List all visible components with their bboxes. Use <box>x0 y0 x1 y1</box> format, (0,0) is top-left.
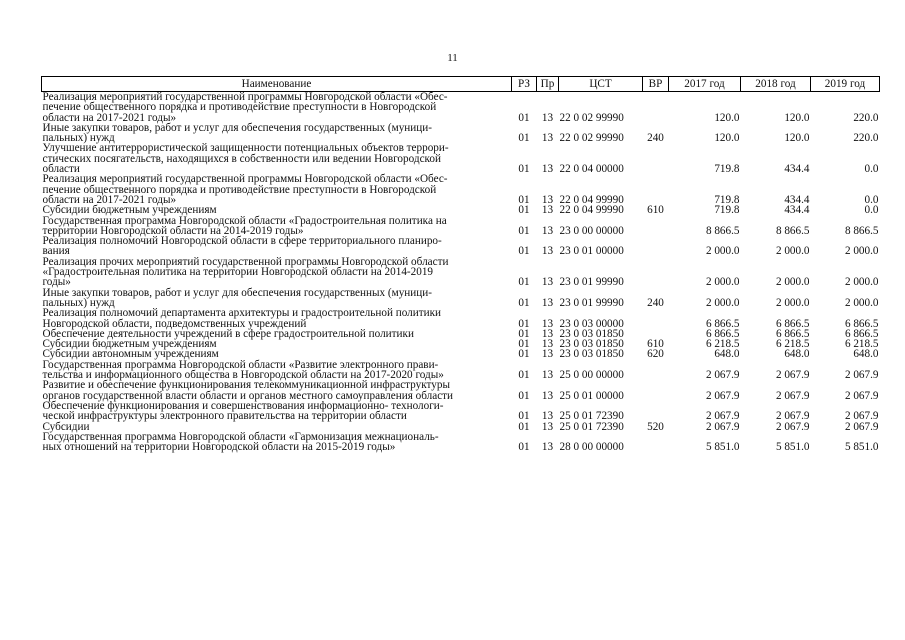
header-2019: 2019 год <box>811 77 880 92</box>
header-2018: 2018 год <box>741 77 811 92</box>
row-2018: 120.0 <box>784 111 810 124</box>
row-name-line: Обеспечение функционирования и совершенствования информационно- технологи- <box>42 399 444 412</box>
row-name-line: Реализация полномочий департамента архитектуры и градостроительной политики <box>42 307 442 320</box>
row-name <box>42 288 512 309</box>
row-2017: 6 866.5 <box>705 317 740 330</box>
row-rz: 01 <box>518 369 530 382</box>
row-2017: 6 866.5 <box>705 327 740 340</box>
row-name-line: «Градостроительная политика на территории Новгородской области на 2014-2019 <box>42 266 434 279</box>
table-row <box>42 174 880 205</box>
row-name-line: тельства и информационного общества в Новгородской области на 2017-2020 годы» <box>42 369 444 382</box>
row-rz: 01 <box>518 389 530 402</box>
row-2018: 6 866.5 <box>775 327 810 340</box>
row-2018: 5 851.0 <box>775 441 810 454</box>
row-vr <box>643 401 669 422</box>
row-2019: 0.0 <box>864 204 879 217</box>
row-pr: 13 <box>541 420 554 433</box>
row-name <box>42 92 512 123</box>
row-name <box>42 143 512 174</box>
row-2017: 648.0 <box>714 348 740 361</box>
row-cst: 25 0 00 00000 <box>559 369 624 382</box>
row-2017: 719.8 <box>714 193 740 206</box>
row-vr: 240 <box>647 132 664 145</box>
row-2017: 719.8 <box>714 163 740 176</box>
row-2018: 2 000.0 <box>775 276 810 289</box>
row-2017: 719.8 <box>714 204 740 217</box>
row-name-line: Реализация мероприятий государственной программы Новгородской области «Обес- <box>42 91 448 103</box>
row-name-line: Иные закупки товаров, работ и услуг для обеспечения государственных (муници- <box>42 286 432 299</box>
row-rz: 01 <box>518 317 530 330</box>
row-name-line: Государственная программа Новгородской области «Развитие электронного прави- <box>42 358 439 371</box>
header-name: Наименование <box>42 77 512 92</box>
row-vr <box>643 92 669 123</box>
row-vr: 240 <box>647 296 664 309</box>
row-name-line: ческой инфраструктуры электронного правительства на территории области <box>42 410 407 423</box>
row-name-line: области <box>42 163 80 176</box>
table-body <box>42 92 880 453</box>
row-name <box>42 432 512 453</box>
row-2017: 120.0 <box>714 132 740 145</box>
row-2017: 2 067.9 <box>705 389 740 402</box>
row-cst: 23 0 03 01850 <box>559 338 624 351</box>
row-2018: 434.4 <box>784 204 810 217</box>
row-name-line: годы» <box>42 276 71 289</box>
row-cst: 22 0 04 99990 <box>559 204 624 217</box>
row-2018: 2 067.9 <box>775 369 810 382</box>
row-2017: 2 067.9 <box>705 410 740 423</box>
row-cst: 28 0 00 00000 <box>559 441 624 454</box>
table-row <box>42 380 880 401</box>
row-cst: 23 0 01 99990 <box>559 296 624 309</box>
row-cst: 22 0 02 99990 <box>559 111 624 124</box>
row-name <box>42 401 512 422</box>
row-pr: 13 <box>541 327 554 340</box>
row-name <box>42 216 512 237</box>
row-2019: 220.0 <box>853 111 879 124</box>
row-2017: 2 000.0 <box>705 245 740 258</box>
row-2017: 2 000.0 <box>705 276 740 289</box>
row-2019: 2 000.0 <box>844 245 879 258</box>
row-rz: 01 <box>518 245 530 258</box>
row-2019: 2 067.9 <box>844 389 879 402</box>
row-vr <box>643 236 669 257</box>
row-cst: 25 0 01 72390 <box>559 410 624 423</box>
table-row <box>42 401 880 422</box>
row-pr: 13 <box>541 245 554 258</box>
row-pr: 13 <box>541 224 554 237</box>
row-pr: 13 <box>541 193 554 206</box>
row-2019: 6 218.5 <box>844 338 879 351</box>
row-pr: 13 <box>541 410 554 423</box>
row-name-line: Обеспечение деятельности учреждений в сфере градостроительной политики <box>42 327 414 340</box>
row-2018: 8 866.5 <box>775 224 810 237</box>
row-name <box>42 308 512 329</box>
row-2019: 2 000.0 <box>844 296 879 309</box>
row-rz: 01 <box>518 224 530 237</box>
row-name-line: Субсидии бюджетным учреждениям <box>42 204 217 217</box>
budget-table <box>41 76 880 452</box>
row-cst: 23 0 00 00000 <box>559 224 624 237</box>
row-name-line: Субсидии автономным учреждениям <box>42 348 219 361</box>
row-2019: 5 851.0 <box>844 441 879 454</box>
row-name-line: Реализация мероприятий государственной программы Новгородской области «Обес- <box>42 173 448 186</box>
row-2019: 2 000.0 <box>844 276 879 289</box>
row-pr: 13 <box>541 163 554 176</box>
row-vr <box>643 216 669 237</box>
row-name-line: Иные закупки товаров, работ и услуг для обеспечения государственных (муници- <box>42 121 432 134</box>
row-pr: 13 <box>541 338 554 351</box>
row-rz: 01 <box>518 327 530 340</box>
table-row <box>42 236 880 257</box>
header-pr: Пр <box>537 77 559 92</box>
table-row <box>42 143 880 174</box>
row-rz: 01 <box>518 276 530 289</box>
row-2018: 6 218.5 <box>775 338 810 351</box>
row-vr: 520 <box>647 420 664 433</box>
row-name-line: органов государственной власти области и органов местного самоуправления области <box>42 389 454 402</box>
row-2017: 2 000.0 <box>705 296 740 309</box>
row-2019: 2 067.9 <box>844 420 879 433</box>
row-2019: 6 866.5 <box>844 317 879 330</box>
row-vr: 610 <box>647 338 664 351</box>
row-2018: 434.4 <box>784 193 810 206</box>
row-rz: 01 <box>518 410 530 423</box>
row-name-line: Государственная программа Новгородской области «Гармонизация межнациональ- <box>42 430 439 443</box>
table-row <box>42 92 880 123</box>
table-row <box>42 360 880 381</box>
row-name <box>42 236 512 257</box>
row-cst: 25 0 01 72390 <box>559 420 624 433</box>
row-2018: 2 067.9 <box>775 420 810 433</box>
row-name-line: пальных) нужд <box>42 296 115 309</box>
row-2017: 8 866.5 <box>705 224 740 237</box>
row-2019: 8 866.5 <box>844 224 879 237</box>
table-row <box>42 432 880 453</box>
row-name-line: области на 2017-2021 годы» <box>42 193 177 206</box>
row-2017: 2 067.9 <box>705 420 740 433</box>
row-2019: 0.0 <box>864 193 879 206</box>
row-2017: 2 067.9 <box>705 369 740 382</box>
row-2019: 2 067.9 <box>844 410 879 423</box>
row-name-line: территории Новгородской области на 2014-2019 годы» <box>42 224 304 237</box>
table-row <box>42 257 880 288</box>
row-rz: 01 <box>518 348 530 361</box>
row-2018: 434.4 <box>784 163 810 176</box>
row-name-line: печение общественного порядка и противодействие преступности в Новгородской <box>42 101 437 114</box>
row-2017: 6 218.5 <box>705 338 740 351</box>
row-rz: 01 <box>518 296 530 309</box>
row-name-line: вания <box>42 245 70 258</box>
row-pr: 13 <box>541 317 554 330</box>
header-rz: РЗ <box>512 77 537 92</box>
table-row <box>42 288 880 309</box>
row-name <box>42 360 512 381</box>
row-pr: 13 <box>541 111 554 124</box>
row-vr <box>643 143 669 174</box>
row-name-line: печение общественного порядка и противодействие преступности в Новгородской <box>42 183 437 196</box>
row-rz: 01 <box>518 132 530 145</box>
row-rz: 01 <box>518 204 530 217</box>
row-cst: 23 0 01 00000 <box>559 245 624 258</box>
row-pr: 13 <box>541 204 554 217</box>
row-pr: 13 <box>541 389 554 402</box>
page-number: 11 <box>447 52 458 64</box>
row-name <box>42 174 512 205</box>
row-name <box>42 123 512 144</box>
row-2017: 5 851.0 <box>705 441 740 454</box>
row-rz: 01 <box>518 193 530 206</box>
row-cst: 23 0 03 01850 <box>559 327 624 340</box>
row-cst: 23 0 01 99990 <box>559 276 624 289</box>
table-row <box>42 216 880 237</box>
row-rz: 01 <box>518 111 530 124</box>
table-row <box>42 308 880 329</box>
row-2017: 120.0 <box>714 111 740 124</box>
row-cst: 22 0 04 00000 <box>559 163 624 176</box>
row-name <box>42 380 512 401</box>
row-cst: 22 0 02 99990 <box>559 132 624 145</box>
row-name <box>42 257 512 288</box>
row-name-line: Развитие и обеспечение функционирования телекоммуникационной инфраструктуры <box>42 379 450 392</box>
row-2019: 2 067.9 <box>844 369 879 382</box>
row-cst: 25 0 01 00000 <box>559 389 624 402</box>
row-vr: 610 <box>647 204 664 217</box>
row-name-line: Государственная программа Новгородской области «Градостроительная политика на <box>42 214 447 227</box>
row-cst: 23 0 03 01850 <box>559 348 624 361</box>
row-rz: 01 <box>518 163 530 176</box>
row-rz: 01 <box>518 420 530 433</box>
table-row <box>42 123 880 144</box>
row-2018: 2 067.9 <box>775 389 810 402</box>
row-2018: 2 000.0 <box>775 245 810 258</box>
row-name-line: пальных) нужд <box>42 132 115 145</box>
row-pr: 13 <box>541 296 554 309</box>
row-2018: 120.0 <box>784 132 810 145</box>
row-cst: 22 0 04 99990 <box>559 193 624 206</box>
row-2019: 6 866.5 <box>844 327 879 340</box>
row-vr <box>643 308 669 329</box>
row-vr <box>643 174 669 205</box>
row-name-line: Новгородской области, подведомственных учреждений <box>42 317 307 330</box>
row-2018: 2 000.0 <box>775 296 810 309</box>
row-2018: 2 067.9 <box>775 410 810 423</box>
row-name-line: Реализация полномочий Новгородской области в сфере территориального планиро- <box>42 235 442 248</box>
row-name-line: Субсидии бюджетным учреждениям <box>42 338 217 351</box>
row-2019: 0.0 <box>864 163 879 176</box>
row-cst: 23 0 03 00000 <box>559 317 624 330</box>
row-2019: 220.0 <box>853 132 879 145</box>
row-vr <box>643 380 669 401</box>
row-pr: 13 <box>541 348 554 361</box>
row-rz: 01 <box>518 441 530 454</box>
header-cst: ЦСТ <box>559 77 643 92</box>
row-vr <box>643 360 669 381</box>
row-pr: 13 <box>541 132 554 145</box>
header-2017: 2017 год <box>669 77 741 92</box>
row-name-line: ных отношений на территории Новгородской области на 2015-2019 годы» <box>42 441 396 454</box>
row-name-line: Реализация прочих мероприятий государственной программы Новгородской области <box>42 255 449 268</box>
row-vr: 620 <box>647 348 664 361</box>
row-pr: 13 <box>541 441 554 454</box>
row-2018: 648.0 <box>784 348 810 361</box>
table-header-row <box>42 77 880 92</box>
row-2018: 6 866.5 <box>775 317 810 330</box>
row-vr <box>643 257 669 288</box>
row-pr: 13 <box>541 276 554 289</box>
row-name-line: Субсидии <box>42 420 90 433</box>
row-name-line: области на 2017-2021 годы» <box>42 111 177 124</box>
header-vr: ВР <box>643 77 669 92</box>
row-name-line: стических посягательств, находящихся в собственности или ведении Новгородской <box>42 152 441 165</box>
row-pr: 13 <box>541 369 554 382</box>
row-rz: 01 <box>518 338 530 351</box>
row-name-line: Улучшение антитеррористической защищенности потенциальных объектов террори- <box>42 142 449 155</box>
row-2019: 648.0 <box>853 348 879 361</box>
row-vr <box>643 432 669 453</box>
